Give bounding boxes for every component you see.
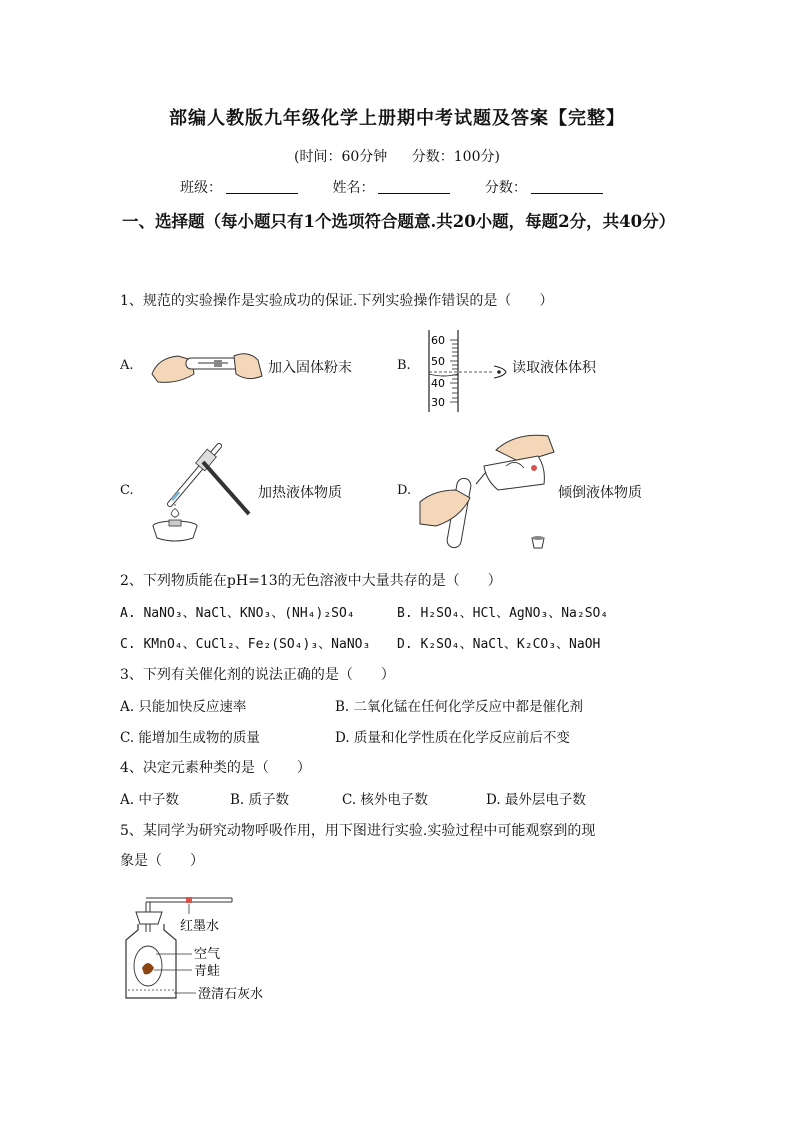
label-air: 空气: [194, 947, 221, 962]
label-limewater: 澄清石灰水: [198, 987, 264, 1002]
q2-option-c[interactable]: C. KMnO₄、CuCl₂、Fe₂(SO₄)₃、NaNO₃: [120, 637, 371, 652]
q4-option-a[interactable]: A. 中子数: [120, 792, 179, 808]
q3-option-d[interactable]: D. 质量和化学性质在化学反应前后不变: [335, 730, 570, 746]
q3-stem: 3、下列有关催化剂的说法正确的是（ ）: [120, 667, 395, 683]
q1-b-caption: 读取液体体积: [512, 360, 596, 376]
exam-info: [0, 146, 794, 166]
name-blank[interactable]: [378, 193, 450, 194]
q1-d-caption: 倾倒液体物质: [558, 485, 642, 501]
student-fields: [180, 177, 633, 197]
add-powder-illustration: [148, 340, 266, 392]
q2-option-b[interactable]: B. H₂SO₄、HCl、AgNO₃、Na₂SO₄: [397, 606, 609, 621]
q1-b-letter: B.: [397, 358, 411, 373]
q1-c-letter: C.: [120, 483, 134, 498]
respiration-apparatus-diagram: [122, 890, 302, 1010]
exam-score-total: 分数：100分): [411, 149, 500, 165]
q4-option-d[interactable]: D. 最外层电子数: [486, 792, 586, 808]
q2-option-a[interactable]: A. NaNO₃、NaCl、KNO₃、(NH₄)₂SO₄: [120, 606, 355, 621]
pouring-liquid-illustration: [416, 428, 556, 554]
cylinder-reading-illustration: [424, 328, 510, 414]
score-blank[interactable]: [531, 193, 603, 194]
q4-option-c[interactable]: C. 核外电子数: [342, 792, 428, 808]
q1-a-letter: A.: [120, 358, 134, 373]
exam-time: (时间：60分钟: [294, 149, 388, 165]
q2-stem: 2、下列物质能在pH=13的无色溶液中大量共存的是（ ）: [120, 573, 502, 589]
q2-option-d[interactable]: D. K₂SO₄、NaCl、K₂CO₃、NaOH: [397, 637, 601, 652]
q4-option-b[interactable]: B. 质子数: [230, 792, 290, 808]
class-label: 班级：: [180, 180, 222, 196]
q5-stem-line2: 象是（ ）: [120, 853, 204, 869]
tick-30: 30: [431, 396, 445, 409]
score-label: 分数：: [484, 180, 527, 196]
label-frog: 青蛙: [194, 964, 221, 979]
q3-option-b[interactable]: B. 二氧化锰在任何化学反应中都是催化剂: [335, 699, 584, 715]
exam-title: 部编人教版九年级化学上册期中考试题及答案【完整】: [169, 108, 625, 129]
frog-figure: [142, 963, 154, 974]
tick-60: 60: [431, 334, 445, 347]
section-heading: 一、选择题（每小题只有1个选项符合题意.共20小题，每题2分，共40分）: [122, 212, 676, 231]
name-label: 姓名：: [332, 180, 375, 196]
red-ink-drop: [186, 897, 192, 903]
q5-stem-line1: 5、某同学为研究动物呼吸作用，用下图进行实验.实验过程中可能观察到的现: [120, 823, 596, 839]
q4-stem: 4、决定元素种类的是（ ）: [120, 760, 311, 776]
q1-d-letter: D.: [397, 483, 412, 498]
label-red-ink: 红墨水: [180, 919, 220, 934]
heating-liquid-illustration: [145, 434, 257, 546]
tick-40: 40: [431, 377, 445, 390]
class-blank[interactable]: [226, 193, 298, 194]
q1-c-caption: 加热液体物质: [258, 485, 342, 501]
q1-stem: 1、规范的实验操作是实验成功的保证.下列实验操作错误的是（ ）: [120, 293, 554, 309]
q1-a-caption: 加入固体粉末: [268, 360, 352, 376]
q3-option-c[interactable]: C. 能增加生成物的质量: [120, 730, 260, 746]
q3-option-a[interactable]: A. 只能加快反应速率: [120, 699, 247, 715]
tick-50: 50: [431, 355, 445, 368]
